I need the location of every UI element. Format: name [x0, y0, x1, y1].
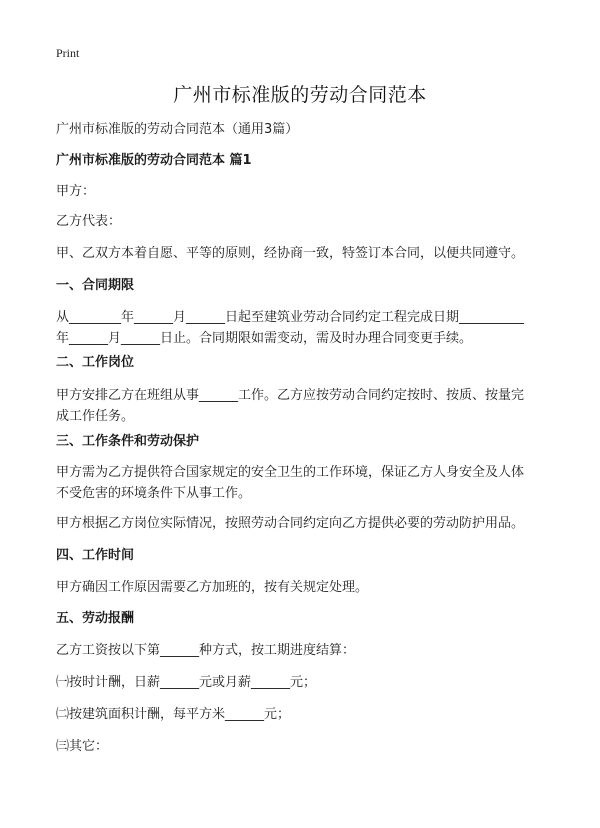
- party-a-label: 甲方：: [56, 184, 96, 199]
- paragraph-line: 从________年______月______日起至建筑业劳动合同约定工程完成日期__________: [56, 310, 525, 325]
- paragraph-line: 成工作任务。: [56, 409, 135, 424]
- section-2-heading: 二、工作岗位: [56, 355, 135, 370]
- document-subtitle: 广州市标准版的劳动合同范本（通用3篇）: [56, 122, 299, 137]
- section-5-heading: 五、劳动报酬: [56, 611, 135, 626]
- section-5-paragraph: 乙方工资按以下第______种方式，按工期进度结算：: [56, 643, 356, 658]
- document-title: 广州市标准版的劳动合同范本: [173, 84, 427, 106]
- paragraph-line: 年______月______日止。合同期限如需变动，需及时办理合同变更手续。: [56, 331, 473, 346]
- intro-paragraph: 甲、乙双方本着自愿、平等的原则，经协商一致，特签订本合同，以便共同遵守。: [56, 246, 525, 261]
- section-heading: 广州市标准版的劳动合同范本 篇1: [56, 153, 252, 168]
- section-3-paragraph-1: [56, 462, 550, 504]
- paragraph-line: 甲方需为乙方提供符合国家规定的安全卫生的工作环境，保证乙方人身安全及人体: [56, 465, 525, 480]
- section-4-heading: 四、工作时间: [56, 548, 135, 563]
- section-1-heading: 一、合同期限: [56, 278, 135, 293]
- paragraph-line: 甲方安排乙方在班组从事______工作。乙方应按劳动合同约定按时、按质、按量完: [56, 388, 525, 403]
- section-4-paragraph: 甲方确因工作原因需要乙方加班的，按有关规定处理。: [56, 580, 369, 595]
- party-b-rep-label: 乙方代表：: [56, 214, 122, 229]
- print-link[interactable]: Print: [56, 46, 80, 60]
- payment-option-1: ㈠按时计酬，日薪______元或月薪______元；: [56, 675, 317, 690]
- section-3-paragraph-2: 甲方根据乙方岗位实际情况，按照劳动合同约定向乙方提供必要的劳动防护用品。: [56, 516, 525, 531]
- section-2-paragraph: [56, 385, 550, 427]
- section-1-paragraph: [56, 307, 550, 349]
- section-3-heading: 三、工作条件和劳动保护: [56, 434, 200, 449]
- payment-option-3: ㈢其它：: [56, 739, 109, 754]
- paragraph-line: 不受危害的环境条件下从事工作。: [56, 486, 252, 501]
- payment-option-2: ㈡按建筑面积计酬，每平方米______元；: [56, 707, 291, 722]
